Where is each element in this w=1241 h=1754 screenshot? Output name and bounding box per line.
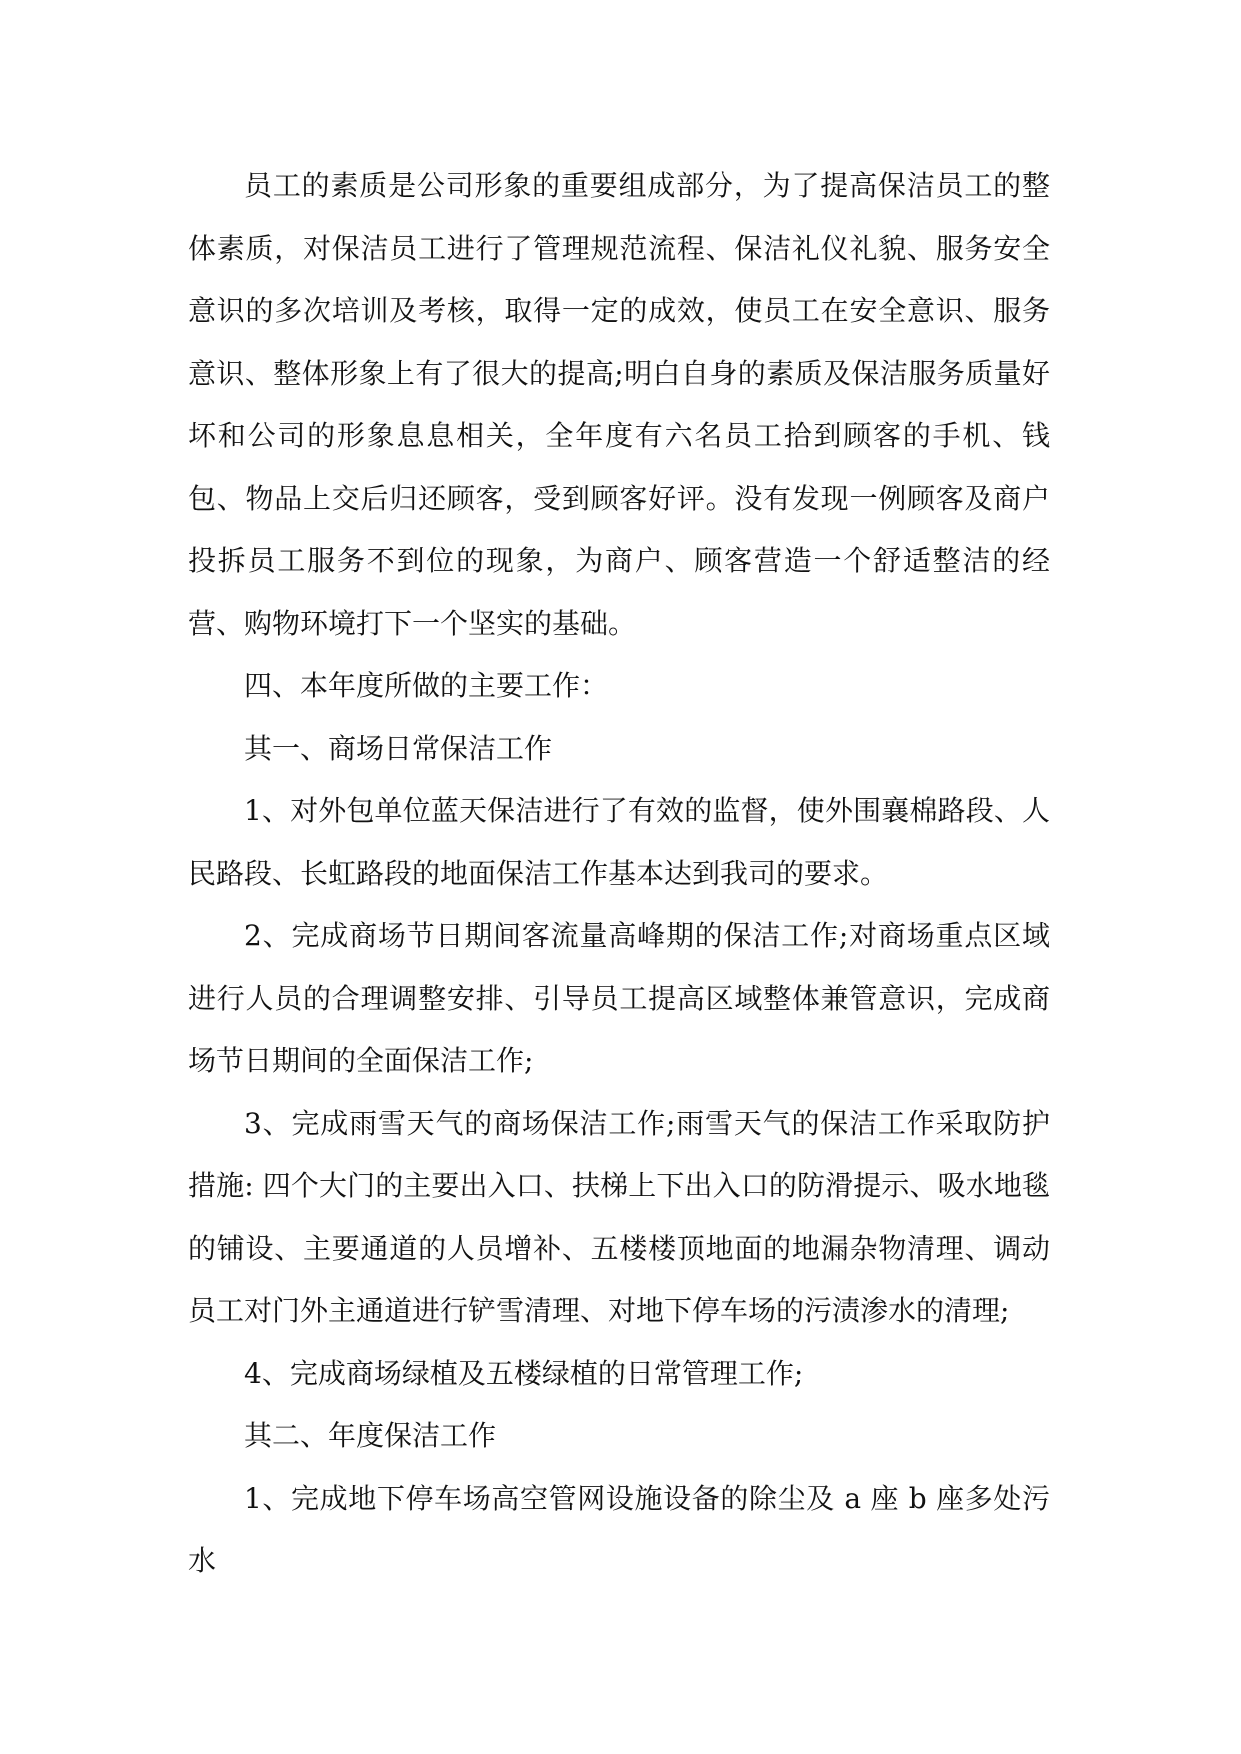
- list-item-outsourcing-supervision: 1、对外包单位蓝天保洁进行了有效的监督，使外围襄棉路段、人民路段、长虹路段的地面保洁工作基本达到我司的要求。: [188, 794, 1050, 890]
- list-item-snow-weather-cleaning: 3、完成雨雪天气的商场保洁工作;雨雪天气的保洁工作采取防护措施: 四个大门的主要出入口、扶梯上下出入口的防滑提示、吸水地毯的铺设、主要通道的人员增补、五楼楼顶地面的地漏杂物清理、调动员工对门外主通道进行铲雪清理、对地下停车场的污渍渗水的清理;: [188, 1106, 1050, 1327]
- list-item-parking-dust-removal: 1、完成地下停车场高空管网设施设备的除尘及 a 座 b 座多处污水: [188, 1481, 1050, 1577]
- paragraph-staff-quality: 员工的素质是公司形象的重要组成部分，为了提高保洁员工的整体素质，对保洁员工进行了管理规范流程、保洁礼仪礼貌、服务安全意识的多次培训及考核，取得一定的成效，使员工在安全意识、服务意识、整体形象上有了很大的提高;明白自身的素质及保洁服务质量好坏和公司的形象息息相关，全年度有六名员工拾到顾客的手机、钱包、物品上交后归还顾客，受到顾客好评。没有发现一例顾客及商户投拆员工服务不到位的现象，为商户、顾客营造一个舒适整洁的经营、购物环境打下一个坚实的基础。: [188, 169, 1050, 640]
- document-body: [188, 155, 1050, 1593]
- heading-main-work: 四、本年度所做的主要工作：: [244, 669, 609, 702]
- list-item-holiday-cleaning: 2、完成商场节日期间客流量高峰期的保洁工作;对商场重点区域进行人员的合理调整安排、引导员工提高区域整体兼管意识，完成商场节日期间的全面保洁工作;: [188, 919, 1050, 1077]
- subheading-annual-cleaning: 其二、年度保洁工作: [244, 1419, 497, 1452]
- subheading-daily-cleaning: 其一、商场日常保洁工作: [244, 731, 553, 765]
- list-item-green-plants: 4、完成商场绿植及五楼绿植的日常管理工作;: [244, 1356, 804, 1390]
